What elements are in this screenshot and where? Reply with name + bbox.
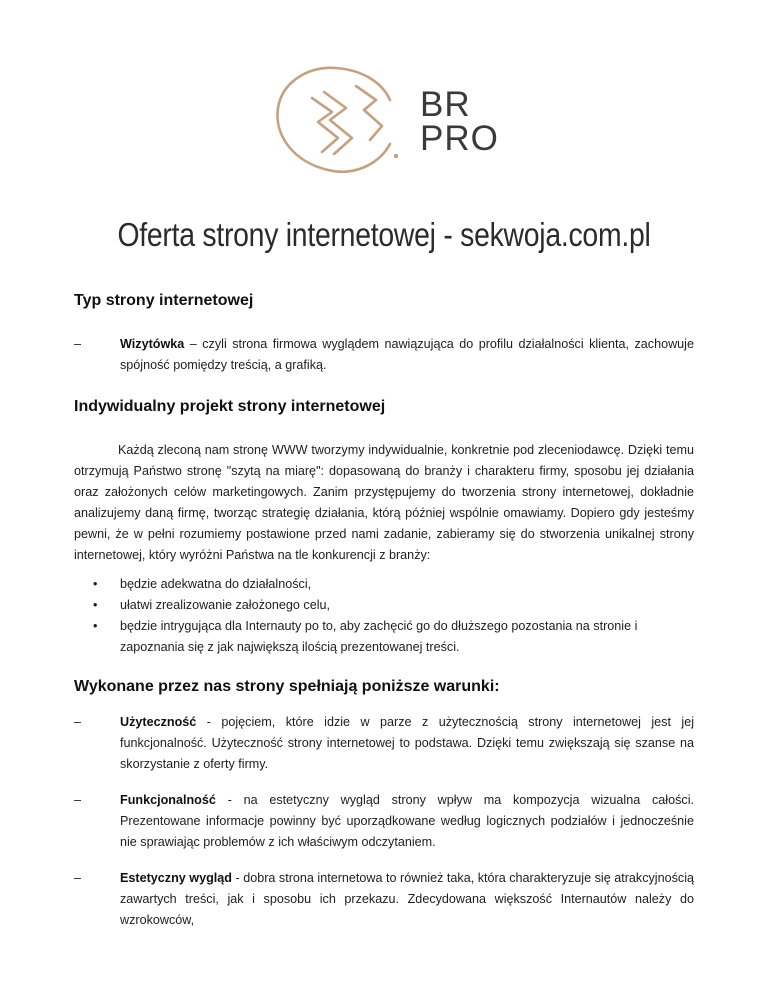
- list-item: [74, 574, 694, 595]
- bullet-marker: •: [93, 598, 98, 612]
- item-description: - dobra strona internetowa to również taka, która charakteryzuje się atrakcyjnością zawartych treści, jak i sposobu ich przekazu. Zdecydowana większość Internautów należy do wzrokowców,: [120, 871, 694, 927]
- dash-marker: –: [74, 793, 82, 807]
- item-description: – czyli strona firmowa wyglądem nawiązująca do profilu działalności klienta, zachowuje spójność pomiędzy treścią, a grafiką.: [120, 337, 694, 372]
- dash-marker: –: [74, 337, 82, 351]
- bullet-marker: •: [93, 619, 98, 633]
- list-item: [74, 334, 694, 376]
- bullet-text: będzie adekwatna do działalności,: [120, 577, 312, 591]
- bullet-text: ułatwi zrealizowanie założonego celu,: [120, 598, 331, 612]
- section-heading-type: Typ strony internetowej: [74, 292, 254, 309]
- item-term: Funkcjonalność: [120, 793, 216, 807]
- logo-line-pro: PRO: [420, 119, 499, 158]
- list-item: [74, 712, 694, 775]
- document-title: Oferta strony internetowej - sekwoja.com.pl: [117, 216, 651, 253]
- brpro-logo: [272, 66, 512, 176]
- item-term: Wizytówka: [120, 337, 185, 351]
- logo-emblem-icon: [272, 66, 412, 176]
- logo-line-br: BR: [420, 85, 471, 124]
- bullet-marker: •: [93, 577, 98, 591]
- bullet-text: będzie intrygująca dla Internauty po to, aby zachęcić go do dłuższego pozostania na stronie i zapoznania się z jak największą ilością prezentowanej treści.: [120, 619, 638, 654]
- list-item: [74, 868, 694, 931]
- item-term: Estetyczny wygląd: [120, 871, 232, 885]
- logo-wordmark: [420, 85, 499, 158]
- list-item: [74, 595, 694, 616]
- section-paragraph: Każdą zleconą nam stronę WWW tworzymy indywidualnie, konkretnie pod zleceniodawcę. Dzięki temu otrzymują Państwo stronę "szytą na miarę": dopasowaną do branży i charakteru firmy, sposobu jej działania oraz założonych celów marketingowych. Zanim przystępujemy do tworzenia strony internetowej, dokładnie analizujemy daną firmę, tworząc strategię działania, którą później wspólnie omawiamy. Dopiero gdy jesteśmy pewni, że w pełni rozumiemy postawione przed nami zadanie, zabieramy się do stworzenia unikalnej strony internetowej, który wyróżni Państwa na tle konkurencji z branży:: [74, 443, 694, 562]
- list-item: [74, 616, 694, 658]
- section-heading-conditions: Wykonane przez nas strony spełniają poniższe warunki:: [74, 678, 500, 695]
- dash-marker: –: [74, 871, 82, 885]
- list-item: [74, 790, 694, 853]
- item-description: - pojęciem, które idzie w parze z użytecznością strony internetowej jest jej funkcjonalność. Użyteczność strony internetowej to podstawa. Dzięki temu zwiększają się szanse na skorzystanie z oferty firmy.: [120, 715, 694, 771]
- dash-marker: –: [74, 715, 82, 729]
- bullet-list: [74, 574, 694, 658]
- section-heading-project: Indywidualny projekt strony internetowej: [74, 398, 386, 415]
- item-term: Użyteczność: [120, 715, 197, 729]
- item-description: - na estetyczny wygląd strony wpływ ma kompozycja wizualna całości. Prezentowane informacje powinny być uporządkowane według logicznych podziałów i jednocześnie nie sprawiając problemów z ich właściwym odczytaniem.: [120, 793, 694, 849]
